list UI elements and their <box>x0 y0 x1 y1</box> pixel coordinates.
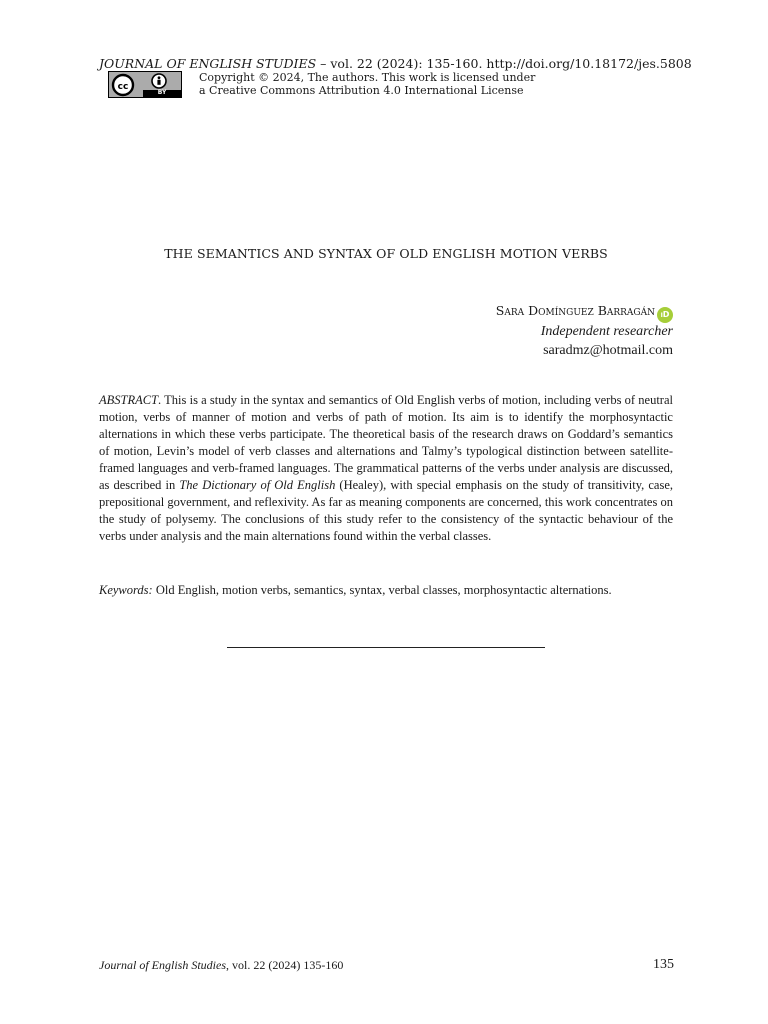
svg-text:cc: cc <box>117 82 129 92</box>
footer-journal-details: , vol. 22 (2024) 135-160 <box>226 958 344 972</box>
dictionary-title: The Dictionary of Old English <box>179 478 336 492</box>
article-title: THE SEMANTICS AND SYNTAX OF OLD ENGLISH MOTION VERBS <box>164 246 608 261</box>
abstract-label: ABSTRACT <box>99 393 159 407</box>
footer-citation <box>99 958 499 973</box>
journal-citation[interactable]: – vol. 22 (2024): 135-160. http://doi.org/10.18172/jes.5808 <box>316 56 692 71</box>
cc-by-license-badge[interactable] <box>108 71 182 98</box>
author-affiliation: Independent researcher <box>540 324 673 339</box>
author-name: Sara Domínguez Barragán <box>495 303 655 318</box>
keywords-paragraph <box>99 582 673 599</box>
license-statement <box>199 71 679 97</box>
abstract-paragraph <box>99 392 673 545</box>
abstract-text-2: (Healey), with special emphasis on the study of transitivity, case, prepositional government, and reflexivity. As far as meaning components are concerned, this work concentrates on the study of polysemy. The conclusions of this study refer to the consistency of the syntactic behaviour of the verbs under analysis and the main alternations found within the verbal classes. <box>99 478 674 543</box>
keywords-text: Old English, motion verbs, semantics, syntax, verbal classes, morphosyntactic alternations. <box>152 583 612 597</box>
keywords-label: Keywords: <box>99 583 153 597</box>
journal-name: JOURNAL OF ENGLISH STUDIES <box>99 56 317 71</box>
license-line-1: Copyright © 2024, The authors. This work is licensed under <box>199 71 536 84</box>
license-line-2[interactable]: a Creative Commons Attribution 4.0 International License <box>199 84 524 97</box>
abstract-text-1: . This is a study in the syntax and semantics of Old English verbs of motion, including verbs of neutral motion, verbs of manner of motion and verbs of path of motion. Its aim is to identify the morphosyntactic alternations in which these verbs participate. The theoretical basis of the research draws on Goddard’s semantics of motion, Levin’s model of verb classes and alternations and Talmy’s typological distinction between satellite-framed languages and verb-framed languages. The grammatical patterns of the verbs under analysis are discussed, as described in <box>99 393 673 492</box>
author-block <box>273 300 673 361</box>
by-label: BY <box>157 89 167 96</box>
author-email[interactable]: saradmz@hotmail.com <box>543 343 673 358</box>
orcid-icon[interactable]: iD <box>657 307 673 323</box>
page-number: 135 <box>653 957 674 972</box>
author-name-line <box>273 300 673 323</box>
journal-header-line <box>99 56 692 71</box>
section-divider <box>227 647 545 648</box>
footer-journal-name: Journal of English Studies <box>99 958 226 972</box>
